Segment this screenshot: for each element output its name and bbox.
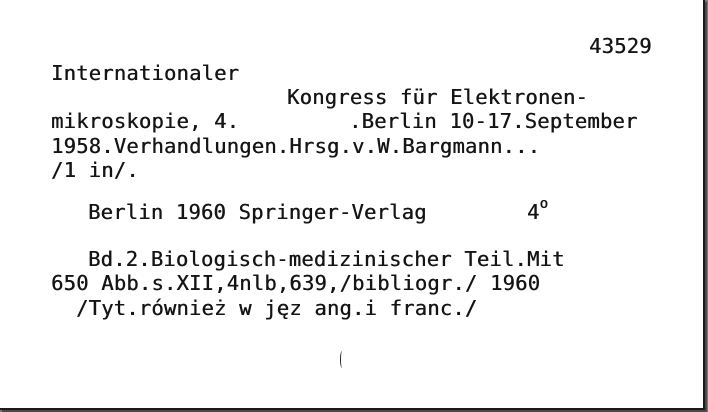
pencil-mark (340, 351, 344, 368)
title-line-2b: .Berlin 10-17.September (349, 109, 638, 133)
title-line-4: /1 in/. (51, 158, 139, 182)
heading-text: Internationaler (51, 61, 240, 85)
format-text (527, 196, 549, 227)
note-line-3: /Tyt.również w jęz ang.i franc./ (76, 296, 478, 320)
title-line-2a: mikroskopie, 4. (51, 109, 240, 133)
title-line-3: 1958.Verhandlungen.Hrsg.v.W.Bargmann... (51, 134, 541, 158)
card-number: 43529 (589, 34, 652, 58)
note-line-1: Bd.2.Biologisch-medizinischer Teil.Mit (88, 247, 565, 271)
title-line-1: Kongress für Elektronen- (287, 85, 589, 109)
format-superscript: o (539, 196, 549, 212)
note-line-2: 650 Abb.s.XII,4nlb,639,/bibliogr./ 1960 (51, 271, 541, 295)
format-number: 4 (527, 200, 540, 224)
imprint-text: Berlin 1960 Springer-Verlag (88, 200, 427, 224)
